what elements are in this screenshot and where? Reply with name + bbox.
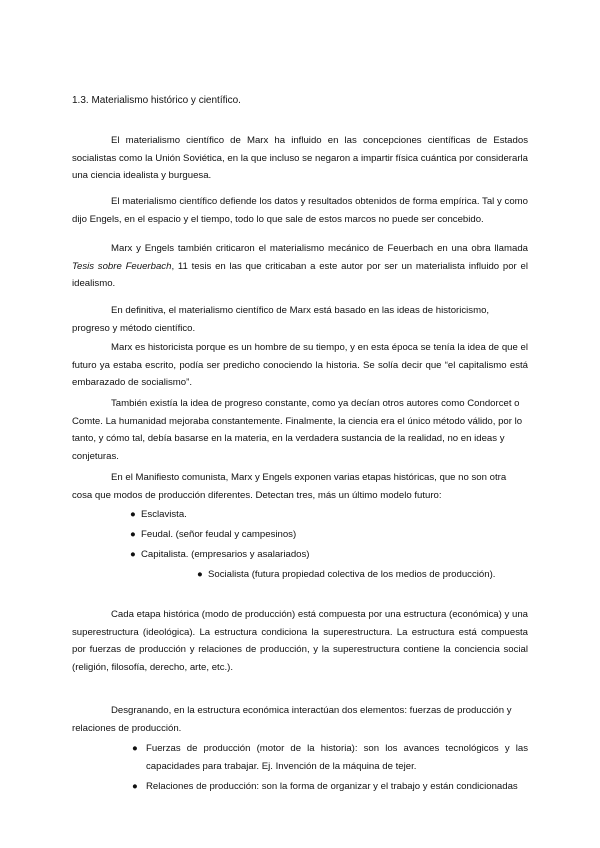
paragraph-9: Desgranando, en la estructura económica interactúan dos elementos: fuerzas de producción y relaciones de producción. [72,705,512,734]
paragraph-4: En definitiva, el materialismo científico de Marx está basado en las ideas de historicismo, progreso y método científico. [72,305,490,334]
paragraph-2: El materialismo científico defiende los datos y resultados obtenidos de forma empírica. Tal y como dijo Engels, en el espacio y el tiempo, todo lo que sale de estos marcos no puede ser concebido. [72,196,528,225]
paragraph-5: Marx es historicista porque es un hombre de su tiempo, y en esta época se tenía la idea de que el futuro ya estaba escrito, podía ser predicho conociendo la historia. Se solía decir que “el capitalismo está embarazado de socialismo”. [72,342,528,389]
paragraph-6: También existía la idea de progreso constante, como ya decían otros autores como Condorcet o Comte. La humanidad mejoraba constantemente. Finalmente, la ciencia era el único método válido, por lo tanto, y cómo tal, debía basarse en la materia, en la verdadera sustancia de la realidad, no en ideas y conjeturas. [72,398,523,462]
paragraph-3-text-a: Marx y Engels también criticaron el materialismo mecánico de Feuerbach en una obra llamada [111,243,528,254]
paragraph-8: Cada etapa histórica (modo de producción) está compuesta por una estructura (económica) y una superestructura (ideológica). La estructura condiciona la superestructura. La estructura está compuesta por fuerzas de producción y relaciones de producción, y la superestructura contiene la conciencia social (religión, filosofía, derecho, arte, etc.). [72,609,528,673]
element-item: ● Relaciones de producción: son la forma de organizar y el trabajo y están condicionadas [146,778,528,796]
element-item: ● Fuerzas de producción (motor de la historia): son los avances tecnológicos y las capacidades para trabajar. Ej. Invención de la máquina de tejer. [146,740,528,775]
stage-item: ● Socialista (futura propiedad colectiva de los medios de producción). [197,566,495,584]
bullet-icon: ● [132,743,138,754]
bullet-icon: ● [132,781,138,792]
bullet-icon: ● [197,569,203,580]
section-heading: 1.3. Materialismo histórico y científico. [72,95,241,106]
paragraph-3 [72,240,528,293]
bullet-icon: ● [130,529,136,540]
paragraph-1: El materialismo científico de Marx ha influido en las concepciones científicas de Estados socialistas como la Unión Soviética, en la que incluso se negaron a impartir física cuántica por considerarla una ciencia idealista y burguesa. [72,135,528,182]
bullet-icon: ● [130,549,136,560]
stage-item: ● Capitalista. (empresarios y asalariados) [130,546,310,564]
stage-item: ● Feudal. (señor feudal y campesinos) [130,526,296,544]
paragraph-7: En el Manifiesto comunista, Marx y Engels exponen varias etapas históricas, que no son otra cosa que modos de producción diferentes. Detectan tres, más un último modelo futuro: [72,472,507,501]
work-title: Tesis sobre Feuerbach [72,260,172,272]
stage-item: ● Esclavista. [130,506,187,524]
bullet-icon: ● [130,509,136,520]
paragraph-3-text-b: , 11 tesis en las que criticaban a este autor por ser un materialista influido por el idealismo. [72,260,528,290]
